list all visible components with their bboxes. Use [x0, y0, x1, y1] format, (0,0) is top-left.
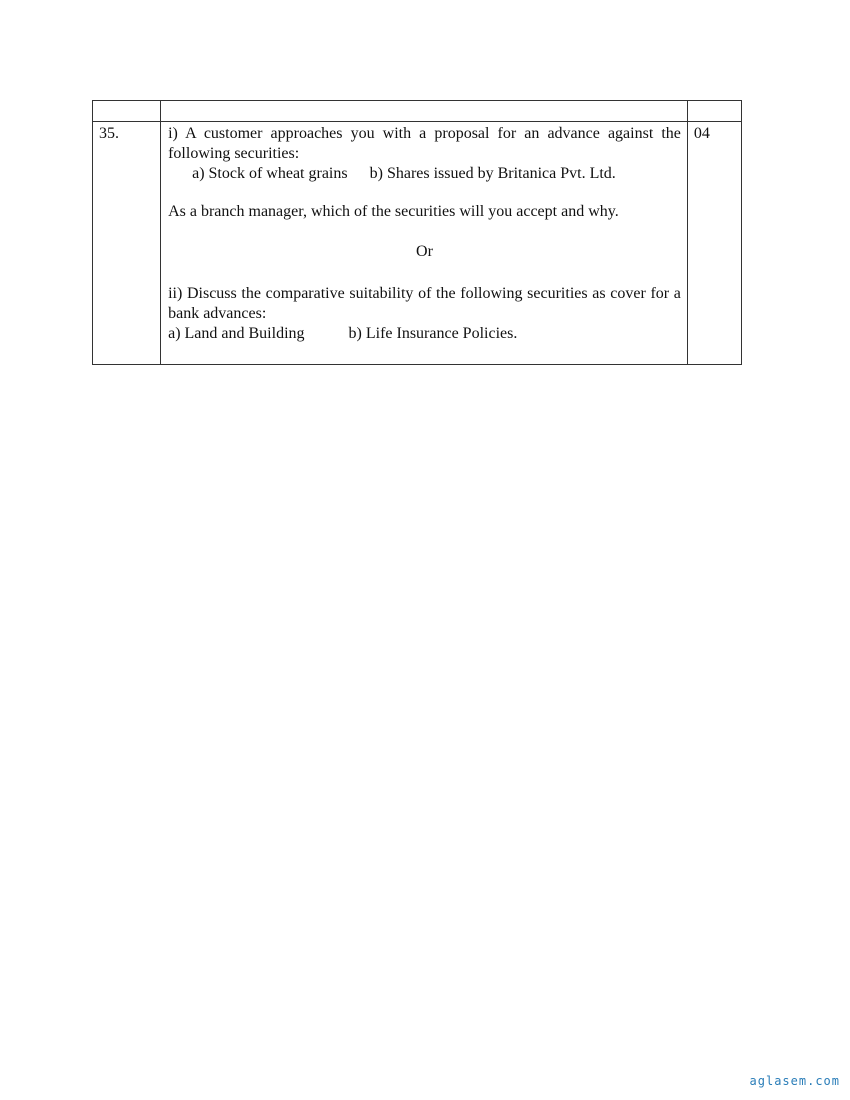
- part-i-option-a: a) Stock of wheat grains: [192, 165, 348, 182]
- watermark: aglasem.com: [749, 1074, 840, 1088]
- question-number: 35.: [93, 122, 161, 365]
- table-header-row: [93, 101, 742, 122]
- part-ii-option-b: b) Life Insurance Policies.: [348, 325, 518, 342]
- question-marks: 04: [687, 122, 741, 365]
- part-ii-option-a: a) Land and Building: [168, 325, 305, 342]
- or-separator: Or: [416, 243, 433, 260]
- part-i-option-b: b) Shares issued by Britanica Pvt. Ltd.: [369, 165, 616, 182]
- part-ii-text: ii) Discuss the comparative suitability of the following securities as cover for a bank advances:: [168, 285, 681, 322]
- part-i-ask: As a branch manager, which of the securities will you accept and why.: [168, 203, 619, 220]
- part-ii-options: [168, 324, 681, 344]
- part-i-options: [168, 164, 681, 184]
- question-table: [92, 100, 742, 365]
- part-i-text: i) A customer approaches you with a proposal for an advance against the following securities:: [168, 125, 681, 162]
- blank-cell-question: [161, 101, 688, 122]
- question-row: [93, 122, 742, 365]
- blank-cell-number: [93, 101, 161, 122]
- question-body: [161, 122, 688, 365]
- blank-cell-marks: [687, 101, 741, 122]
